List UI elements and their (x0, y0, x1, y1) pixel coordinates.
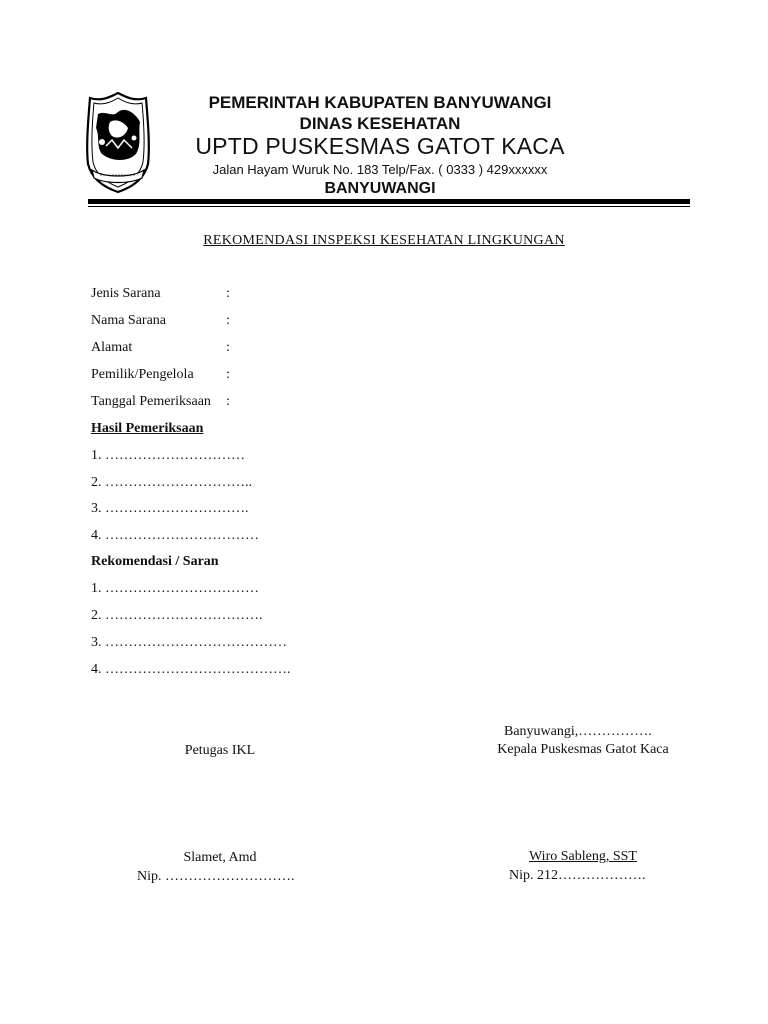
list-item: 1. ………………………… (91, 448, 245, 463)
field-separator: : (226, 367, 230, 382)
signature-right-nip: Nip. 212………………. (509, 868, 646, 883)
signature-right-role: Kepala Puskesmas Gatot Kaca (497, 742, 669, 757)
list-item: 2. ……………………………. (91, 608, 263, 623)
header-institution: UPTD PUSKESMAS GATOT KACA (195, 133, 565, 159)
signature-place-date: Banyuwangi,……………. (504, 724, 652, 739)
field-label-alamat: Alamat (91, 340, 133, 355)
header-government: PEMERINTAH KABUPATEN BANYUWANGI (208, 93, 552, 112)
list-item: 3. ………………………………… (91, 635, 287, 650)
header-address: Jalan Hayam Wuruk No. 183 Telp/Fax. ( 0333 ) 429xxxxxx (212, 162, 548, 177)
header-city: BANYUWANGI (324, 180, 436, 197)
list-item: 2. ………………………….. (91, 475, 252, 490)
section-heading-hasil: Hasil Pemeriksaan (91, 421, 204, 436)
signature-left-name: Slamet, Amd (183, 850, 257, 865)
signature-right-name: Wiro Sableng, SST (529, 849, 637, 864)
field-label-jenis-sarana: Jenis Sarana (91, 286, 161, 301)
list-item: 3. …………………………. (91, 501, 249, 516)
header-divider-thick (88, 199, 690, 204)
list-item: 4. …………………………… (91, 528, 259, 543)
field-separator: : (226, 313, 230, 328)
regency-emblem-icon (82, 92, 154, 194)
header-divider-thin (88, 206, 690, 207)
document-title: REKOMENDASI INSPEKSI KESEHATAN LINGKUNGAN (203, 233, 565, 248)
field-label-pemilik: Pemilik/Pengelola (91, 367, 194, 382)
field-label-nama-sarana: Nama Sarana (91, 313, 167, 328)
signature-left-role: Petugas IKL (184, 743, 256, 758)
field-separator: : (226, 340, 230, 355)
signature-left-nip: Nip. ………………………. (137, 869, 295, 884)
field-separator: : (226, 394, 230, 409)
field-separator: : (226, 286, 230, 301)
list-item: 4. …………………………………. (91, 662, 291, 677)
section-heading-rekomendasi: Rekomendasi / Saran (91, 554, 219, 569)
list-item: 1. …………………………… (91, 581, 259, 596)
header-department: DINAS KESEHATAN (299, 114, 461, 133)
field-label-tanggal: Tanggal Pemeriksaan (91, 394, 211, 409)
